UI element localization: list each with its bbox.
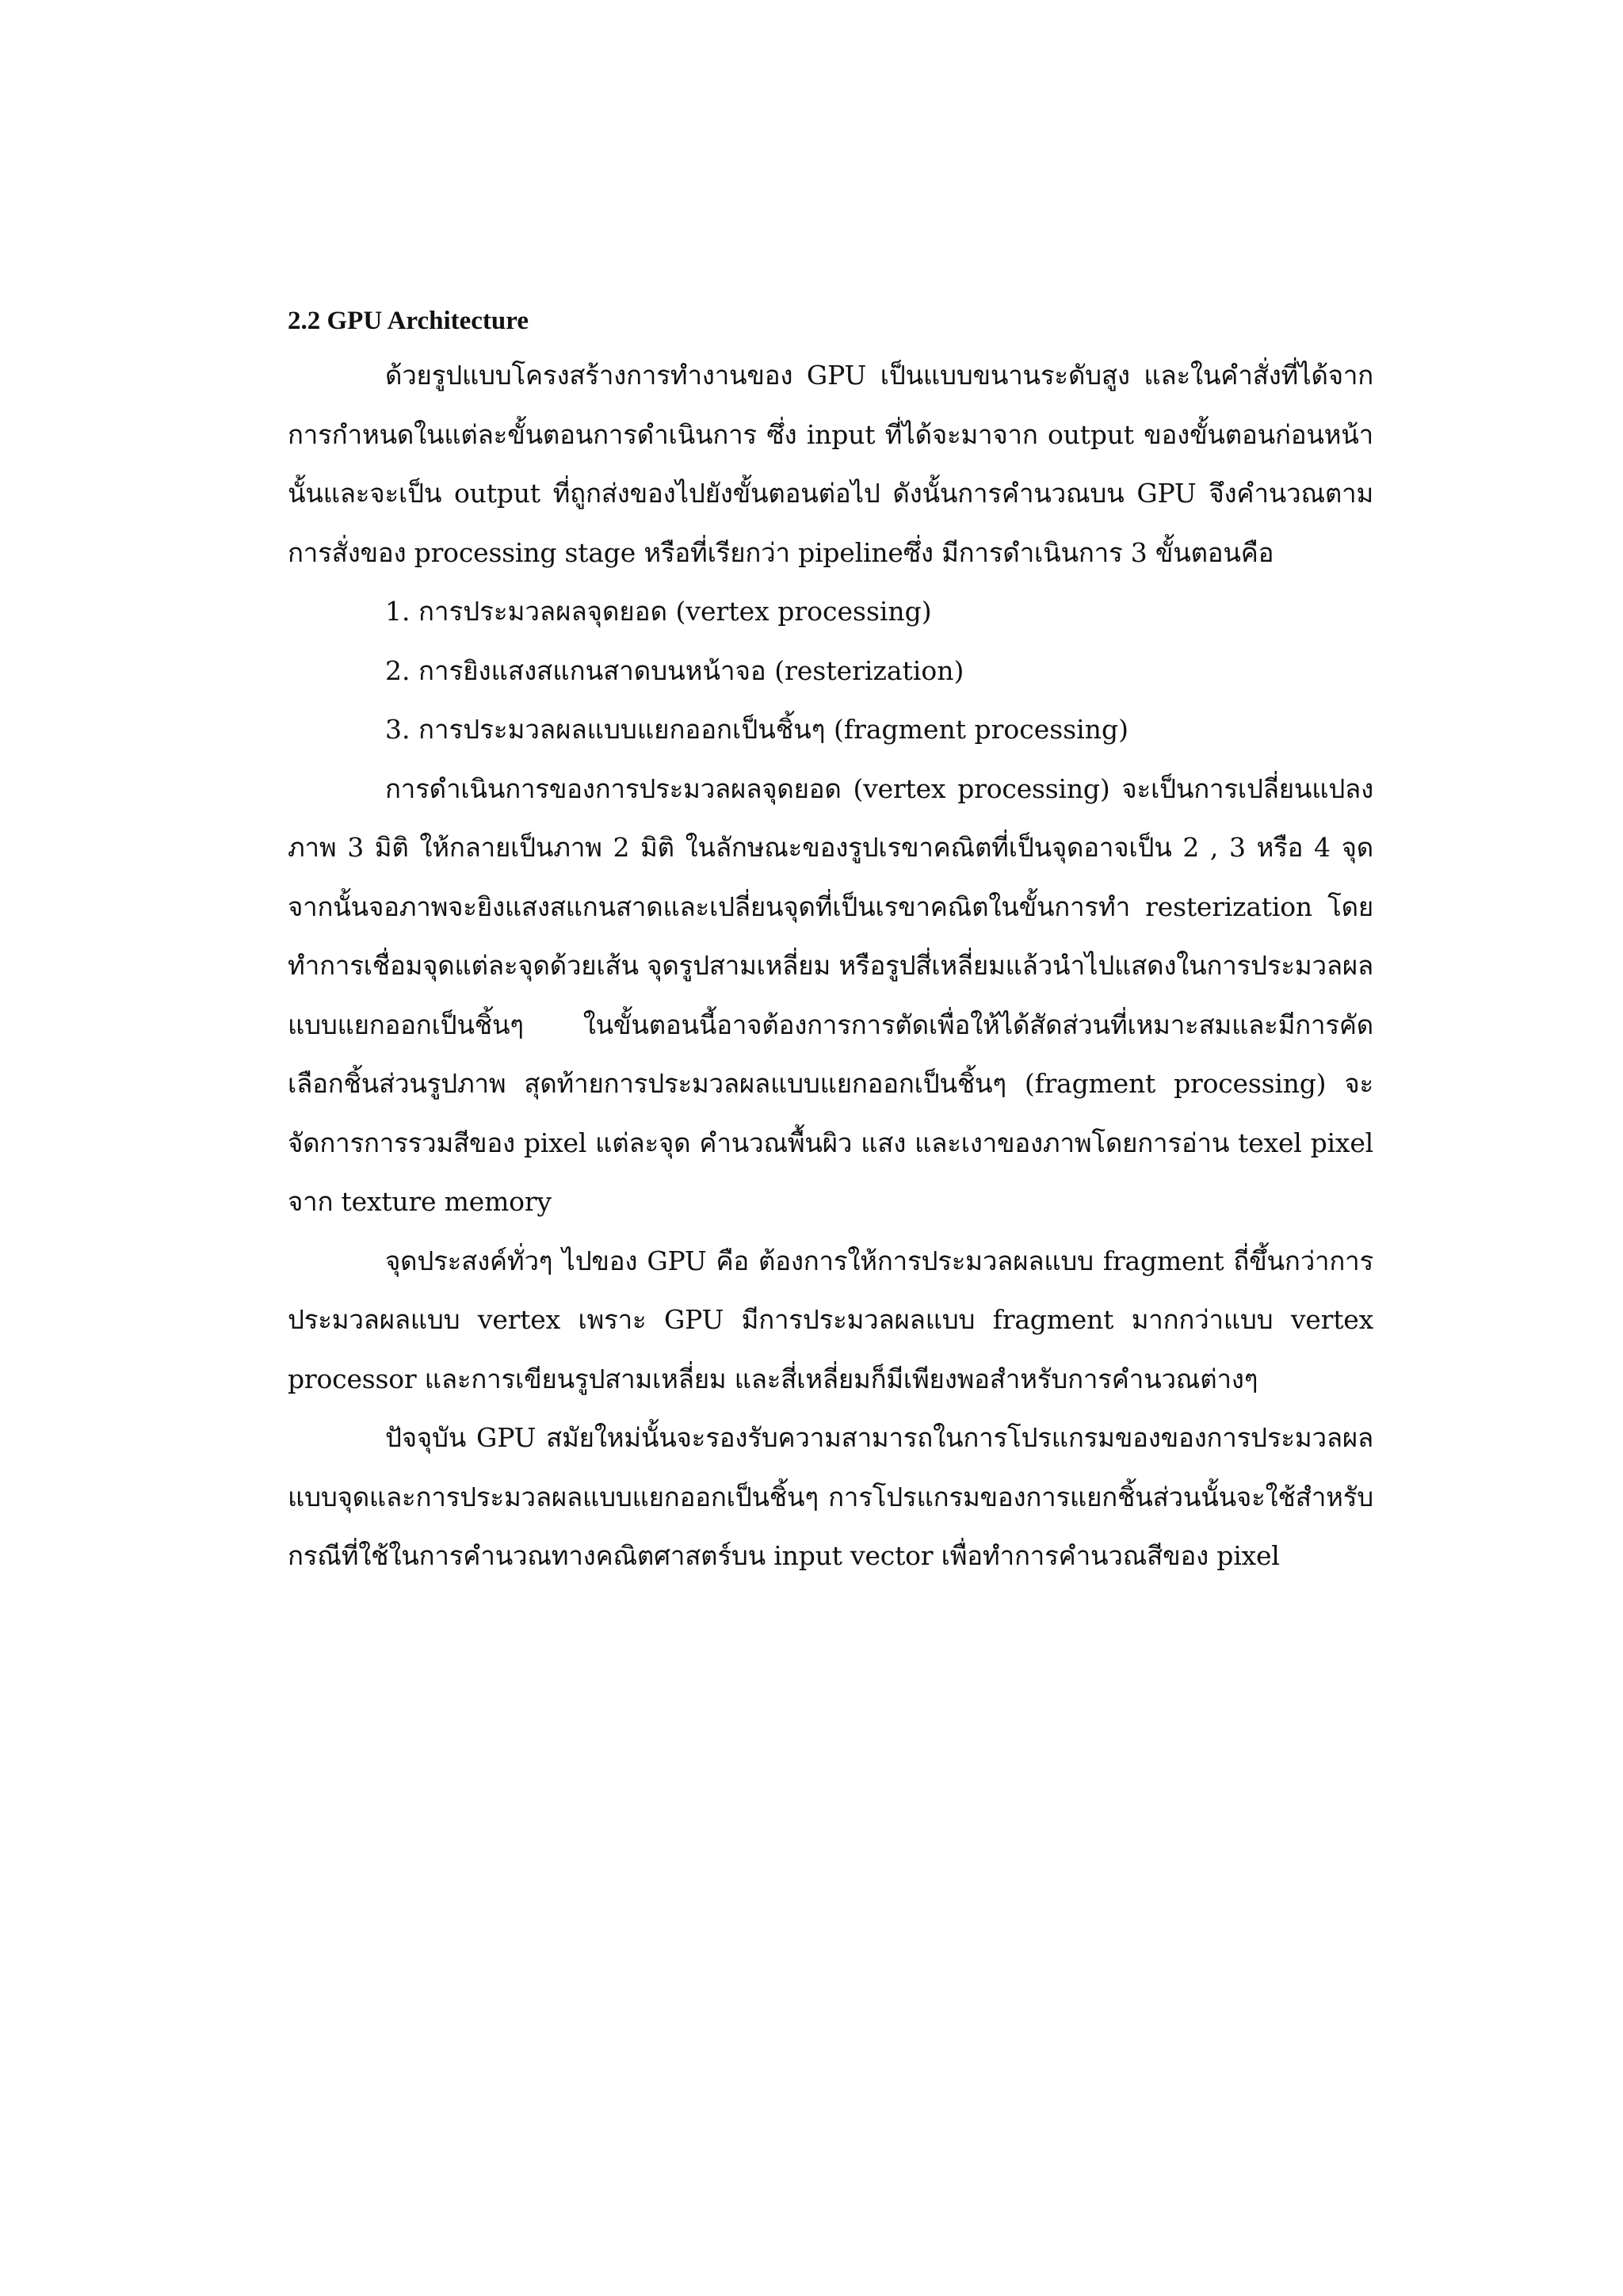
stage-item-vertex: 1. การประมวลผลจุดยอด (vertex processing): [385, 596, 932, 627]
modern-gpu-paragraph: ปัจจุบัน GPU สมัยใหม่นั้นจะรองรับความสามารถในการโปรแกรมของของการประมวลผลแบบจุดและการประมวลผลแบบแยกออกเป็นชิ้นๆ การโปรแกรมของการแยกชิ้นส่วนนั้นจะใช้สำหรับกรณีที่ใช้ในการคำนวณทางคณิตศาสตร์บน input vector เพื่อทำการคำนวณสีของ pixel: [288, 1422, 1373, 1571]
gpu-purpose-paragraph: จุดประสงค์ทั่วๆ ไปของ GPU คือ ต้องการให้การประมวลผลแบบ fragment ถี่ขึ้นกว่าการประมวลผลแบบ vertex เพราะ GPU มีการประมวลผลแบบ fragment มากกว่าแบบ vertex processor และการเขียนรูปสามเหลี่ยม และสี่เหลี่ยมก็มีเพียงพอสำหรับการคำนวณต่างๆ: [288, 1245, 1373, 1394]
document-body: [288, 297, 1373, 1586]
intro-paragraph: ด้วยรูปแบบโครงสร้างการทำงานของ GPU เป็นแบบขนานระดับสูง และในคำสั่งที่ได้จากการกำหนดในแต่ละขั้นตอนการดำเนินการ ซึ่ง input ที่ได้จะมาจาก output ของขั้นตอนก่อนหน้านั้นและจะเป็น output ที่ถูกส่งของไปยังขั้นตอนต่อไป ดังนั้นการคำนวณบน GPU จึงคำนวณตามการสั่งของ processing stage หรือที่เรียกว่า pipelineซึ่ง มีการดำเนินการ 3 ขั้นตอนคือ: [288, 360, 1373, 568]
stage-list: [288, 582, 1373, 760]
stage-item-fragment: 3. การประมวลผลแบบแยกออกเป็นชิ้นๆ (fragment processing): [385, 714, 1128, 745]
vertex-processing-paragraph: การดำเนินการของการประมวลผลจุดยอด (vertex processing) จะเป็นการเปลี่ยนแปลงภาพ 3 มิติ ให้กลายเป็นภาพ 2 มิติ ในลักษณะของรูปเรขาคณิตที่เป็นจุดอาจเป็น 2 , 3 หรือ 4 จุด จากนั้นจอภาพจะยิงแสงสแกนสาดและเปลี่ยนจุดที่เป็นเรขาคณิตในขั้นการทำ resterization โดยทำการเชื่อมจุดแต่ละจุดด้วยเส้น จุดรูปสามเหลี่ยม หรือรูปสี่เหลี่ยมแล้วนำไปแสดงในการประมวลผลแบบแยกออกเป็นชิ้นๆ ในขั้นตอนนี้อาจต้องการการตัดเพื่อให้ได้สัดส่วนที่เหมาะสมและมีการคัดเลือกชิ้นส่วนรูปภาพ สุดท้ายการประมวลผลแบบแยกออกเป็นชิ้นๆ (fragment processing) จะจัดการการรวมสีของ pixel แต่ละจุด คำนวณพื้นผิว แสง และเงาของภาพโดยการอ่าน texel pixel จาก texture memory: [288, 772, 1373, 1217]
stage-item-rasterization: 2. การยิงแสงสแกนสาดบนหน้าจอ (resterization): [385, 654, 964, 686]
section-heading: 2.2 GPU Architecture: [288, 307, 529, 335]
